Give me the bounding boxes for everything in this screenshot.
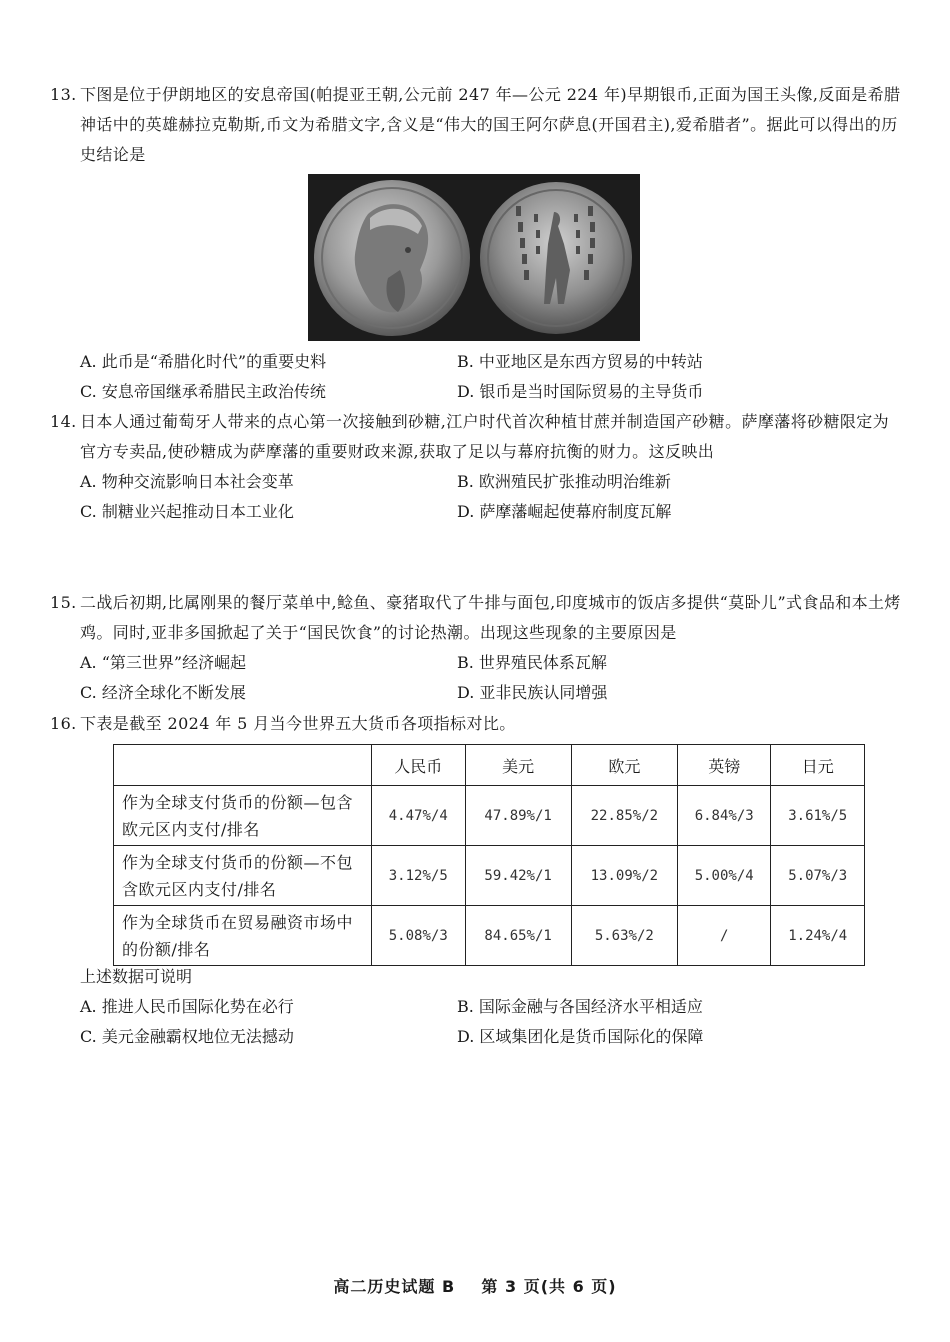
question-number: 15.	[50, 593, 77, 612]
option-d[interactable]: D. 区域集团化是货币国际化的保障	[457, 1027, 704, 1046]
option-a[interactable]: A. 推进人民币国际化势在必行	[80, 997, 294, 1016]
option-d[interactable]: D. 萨摩藩崛起使幕府制度瓦解	[457, 502, 672, 521]
page-footer: 高二历史试题 B 第 3 页(共 6 页)	[333, 1277, 617, 1296]
question-13-options	[50, 347, 935, 407]
option-c[interactable]: C. 美元金融霸权地位无法撼动	[80, 1027, 294, 1046]
option-b[interactable]: B. 欧洲殖民扩张推动明治维新	[457, 472, 671, 491]
question-16-options	[50, 962, 935, 1052]
table-cell: 5.00%/4	[677, 846, 771, 906]
row-label: 作为全球货币在贸易融资市场中的份额/排名	[114, 906, 372, 966]
question-15	[50, 588, 905, 708]
question-13	[50, 80, 905, 170]
table-caption: 上述数据可说明	[80, 967, 193, 986]
table-header-cell: 人民币	[372, 745, 466, 786]
question-stem: 下表是截至 2024 年 5 月当今世界五大货币各项指标对比。	[80, 714, 516, 733]
option-b[interactable]: B. 国际金融与各国经济水平相适应	[457, 997, 703, 1016]
question-number: 13.	[50, 85, 77, 104]
table-cell: 1.24%/4	[771, 906, 865, 966]
question-14	[50, 407, 905, 527]
option-a[interactable]: A. 物种交流影响日本社会变革	[80, 472, 294, 491]
row-label: 作为全球支付货币的份额—不包含欧元区内支付/排名	[114, 846, 372, 906]
table-header-cell: 日元	[771, 745, 865, 786]
table-row	[114, 846, 865, 906]
table-cell: /	[677, 906, 771, 966]
option-b[interactable]: B. 世界殖民体系瓦解	[457, 653, 607, 672]
question-stem: 下图是位于伊朗地区的安息帝国(帕提亚王朝,公元前 247 年—公元 224 年)早期银币,正面为国王头像,反面是希腊神话中的英雄赫拉克勒斯,币文为希腊文字,含义是“伟大的国王阿尔萨息(开国君主),爱希腊者”。据此可以得出的历史结论是	[80, 85, 901, 164]
row-label: 作为全球支付货币的份额—包含欧元区内支付/排名	[114, 786, 372, 846]
option-a[interactable]: A. 此币是“希腊化时代”的重要史料	[80, 352, 327, 371]
question-number: 16.	[50, 714, 77, 733]
table-row	[114, 906, 865, 966]
table-cell: 5.08%/3	[372, 906, 466, 966]
table-cell: 22.85%/2	[571, 786, 677, 846]
option-b[interactable]: B. 中亚地区是东西方贸易的中转站	[457, 352, 703, 371]
table-cell: 47.89%/1	[465, 786, 571, 846]
table-header-cell	[114, 745, 372, 786]
table-cell: 5.07%/3	[771, 846, 865, 906]
option-c[interactable]: C. 经济全球化不断发展	[80, 683, 246, 702]
table-cell: 59.42%/1	[465, 846, 571, 906]
table-cell: 84.65%/1	[465, 906, 571, 966]
table-header-row	[114, 745, 865, 786]
currency-comparison-table	[113, 744, 865, 966]
question-stem: 日本人通过葡萄牙人带来的点心第一次接触到砂糖,江户时代首次种植甘蔗并制造国产砂糖。萨摩藩将砂糖限定为官方专卖品,使砂糖成为萨摩藩的重要财政来源,获取了足以与幕府抗衡的财力。这反映出	[80, 412, 890, 461]
table-header-cell: 欧元	[571, 745, 677, 786]
option-c[interactable]: C. 制糖业兴起推动日本工业化	[80, 502, 294, 521]
table-header-cell: 美元	[465, 745, 571, 786]
question-15-options	[50, 648, 905, 708]
question-14-options	[50, 467, 905, 527]
table-cell: 4.47%/4	[372, 786, 466, 846]
table-cell: 3.12%/5	[372, 846, 466, 906]
table-row	[114, 786, 865, 846]
coin-icon	[308, 174, 640, 341]
table-cell: 5.63%/2	[571, 906, 677, 966]
question-stem: 二战后初期,比属刚果的餐厅菜单中,鲶鱼、豪猪取代了牛排与面包,印度城市的饭店多提供“莫卧儿”式食品和本土烤鸡。同时,亚非多国掀起了关于“国民饮食”的讨论热潮。出现这些现象的主要原因是	[80, 593, 901, 642]
table-cell: 13.09%/2	[571, 846, 677, 906]
option-d[interactable]: D. 银币是当时国际贸易的主导货币	[457, 382, 704, 401]
question-16	[50, 709, 905, 739]
option-d[interactable]: D. 亚非民族认同增强	[457, 683, 608, 702]
option-a[interactable]: A. “第三世界”经济崛起	[80, 653, 247, 672]
table-header-cell: 英镑	[677, 745, 771, 786]
silver-coin-photo	[308, 174, 640, 341]
option-c[interactable]: C. 安息帝国继承希腊民主政治传统	[80, 382, 326, 401]
question-number: 14.	[50, 412, 77, 431]
table-cell: 6.84%/3	[677, 786, 771, 846]
table-cell: 3.61%/5	[771, 786, 865, 846]
